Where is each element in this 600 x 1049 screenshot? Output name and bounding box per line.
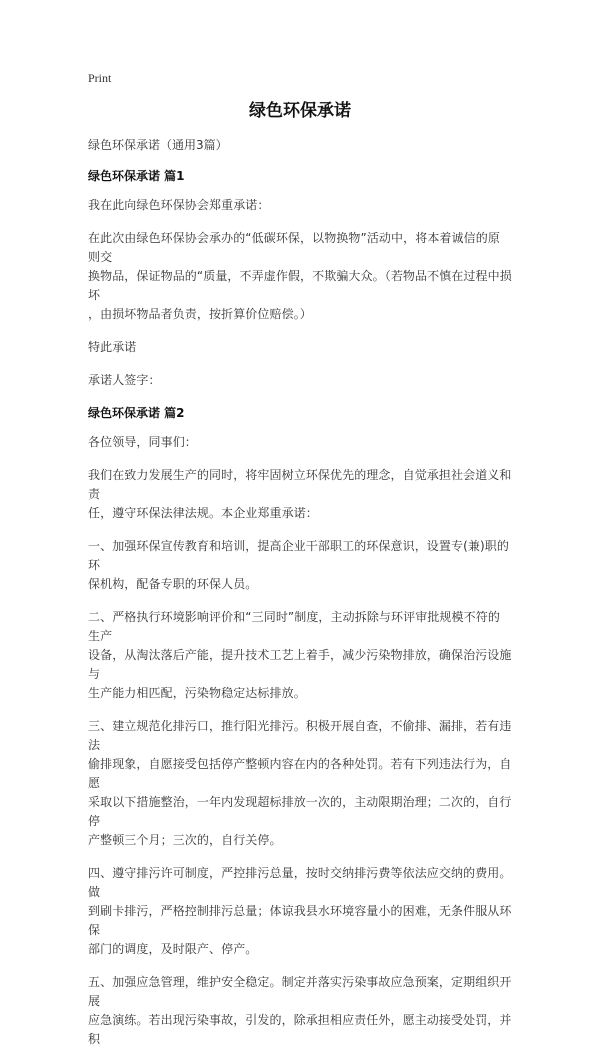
paragraph-line: 四、遵守排污许可制度，严控排污总量，按时交纳排污费等依法应交纳的费用。做: [88, 866, 512, 899]
paragraph-line: 我在此向绿色环保协会郑重承诺：: [88, 198, 270, 212]
print-label: Print: [88, 71, 112, 85]
paragraph-line: 应急演练。若出现污染事故，引发的，除承担相应责任外，愿主动接受处罚，并积: [88, 1013, 512, 1046]
paragraph: [88, 196, 512, 215]
paragraph: [88, 466, 512, 523]
paragraph: [88, 433, 512, 452]
paragraph-line: 任，遵守环保法律法规。本企业郑重承诺：: [88, 506, 318, 520]
paragraph-line: 保机构，配备专职的环保人员。: [88, 577, 258, 591]
section-heading: 绿色环保承诺 篇2: [88, 406, 185, 420]
paragraph-line: 一、加强环保宣传教育和培训，提高企业干部职工的环保意识，设置专(兼)职的环: [88, 539, 509, 572]
paragraph-line: 特此承诺: [88, 340, 137, 354]
paragraph-line: 二、严格执行环境影响评价和“三同时”制度，主动拆除与环评审批规模不符的生产: [88, 610, 500, 643]
paragraph-line: 偷排现象，自愿接受包括停产整顿内容在内的各种处罚。若有下列违法行为，自愿: [88, 757, 512, 790]
paragraph: [88, 608, 512, 703]
paragraph: [88, 717, 512, 850]
paragraph-line: 生产能力相匹配，污染物稳定达标排放。: [88, 686, 306, 700]
paragraph-line: 各位领导，同事们：: [88, 435, 197, 449]
paragraph: [88, 537, 512, 594]
paragraph-line: 我们在致力发展生产的同时，将牢固树立环保优先的理念，自觉承担社会道义和责: [88, 468, 512, 501]
paragraph-line: 五、加强应急管理，维护安全稳定。制定并落实污染事故应急预案，定期组织开展: [88, 975, 512, 1008]
paragraph-line: 换物品，保证物品的“质量，不弄虚作假，不欺骗大众。（若物品不慎在过程中损坏: [88, 269, 512, 302]
paragraph: [88, 371, 512, 390]
paragraph: [88, 864, 512, 959]
paragraph-line: 部门的调度，及时限产、停产。: [88, 942, 258, 956]
paragraph-line: 设备，从淘汰落后产能，提升技术工艺上着手，减少污染物排放，确保治污设施与: [88, 648, 512, 681]
document-body: [88, 167, 512, 1049]
paragraph: [88, 229, 512, 324]
paragraph: [88, 338, 512, 357]
paragraph-line: 采取以下措施整治，一年内发现超标排放一次的，主动限期治理；二次的，自行停: [88, 795, 512, 828]
paragraph-line: 在此次由绿色环保协会承办的“低碳环保，以物换物”活动中，将本着诚信的原则交: [88, 231, 500, 264]
paragraph-line: 三、建立规范化排污口，推行阳光排污。积极开展自查，不偷排、漏排，若有违法: [88, 719, 512, 752]
paragraph-line: 产整顿三个月；三次的，自行关停。: [88, 833, 282, 847]
section-heading: 绿色环保承诺 篇1: [88, 169, 185, 183]
document-subtitle: 绿色环保承诺（通用3篇）: [88, 138, 228, 152]
paragraph-line: ，由损坏物品者负责，按折算价位赔偿。）: [88, 307, 312, 321]
page-title: 绿色环保承诺: [249, 101, 351, 121]
paragraph-line: 承诺人签字：: [88, 373, 161, 387]
paragraph-line: 到刷卡排污，严格控制排污总量；体谅我县水环境容量小的困难，无条件服从环保: [88, 904, 512, 937]
paragraph: [88, 973, 512, 1049]
